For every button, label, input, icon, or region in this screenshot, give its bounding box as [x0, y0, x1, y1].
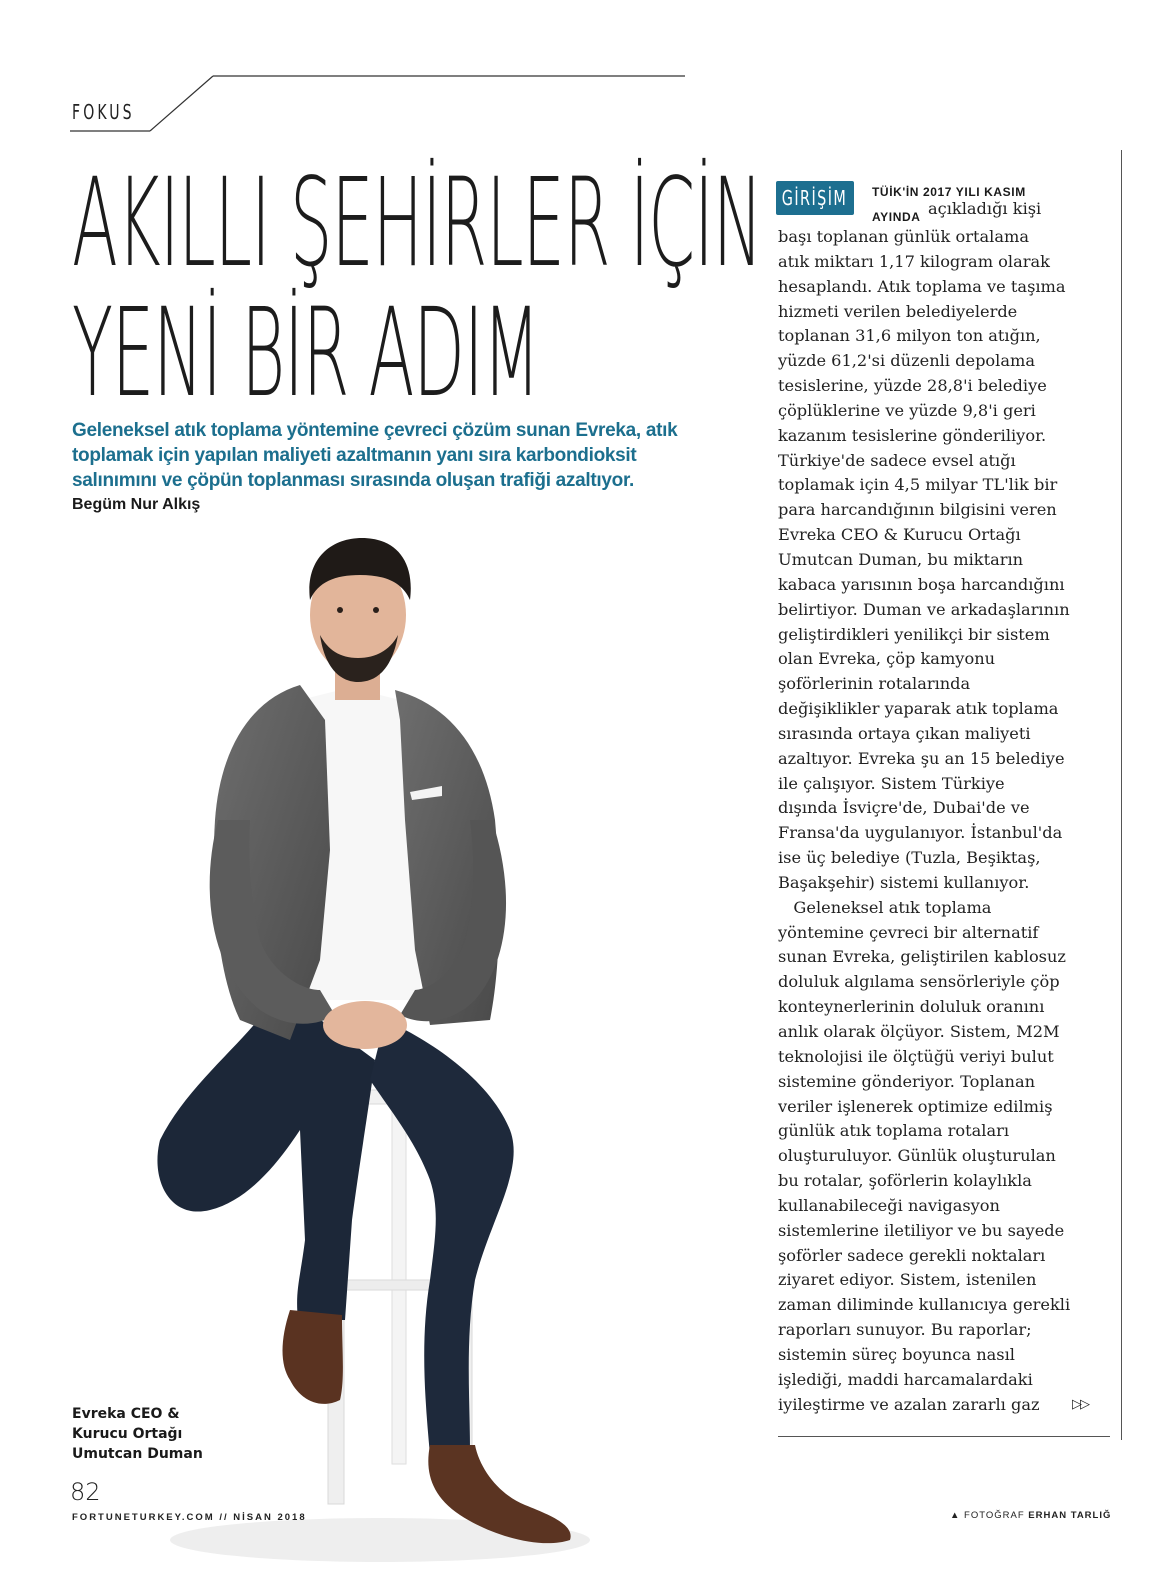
body-line: toplamak için 4,5 milyar TL'lik bir [778, 475, 1058, 495]
body-line: Geleneksel atık toplama [778, 897, 992, 917]
body-line: Türkiye'de sadece evsel atığı [778, 450, 1016, 470]
body-line: belirtiyor. Duman ve arkadaşlarının [778, 599, 1070, 619]
body-line: günlük atık toplama rotaları [778, 1121, 1010, 1141]
photo-caption [72, 1404, 242, 1464]
body-line: olan Evreka, çöp kamyonu [778, 649, 996, 669]
body-line: çöplüklerine ve yüzde 9,8'i geri [778, 400, 1036, 420]
body-line: veriler işlenerek optimize edilmiş [778, 1096, 1053, 1116]
body-line: yöntemine çevreci bir alternatif [778, 922, 1039, 942]
body-line: hizmeti verilen belediyelerde [778, 301, 1018, 321]
lead-in-rest: açıkladığı kişi [928, 199, 1042, 218]
body-line: iyileştirme ve azalan zararlı gaz [778, 1394, 1040, 1414]
continue-arrow-icon: ▷▷ [1072, 1396, 1088, 1411]
body-line: azaltıyor. Evreka şu an 15 belediye [778, 748, 1065, 768]
footer-site: FORTUNETURKEY.COM // NİSAN 2018 [72, 1512, 307, 1523]
body-line: sunan Evreka, geliştirilen kablosuz [778, 947, 1066, 967]
body-line: işlediği, maddi harcamalardaki [778, 1369, 1033, 1389]
body-line: zaman diliminde kullanıcıya gerekli [778, 1295, 1071, 1315]
body-line: konteynerlerinin doluluk oranını [778, 997, 1045, 1017]
body-line: kullanabileceği navigasyon [778, 1195, 1000, 1215]
article-deck: Geleneksel atık toplama yöntemine çevreci çözüm sunan Evreka, atık toplamak için yapılan maliyeti azaltmanın yanı sıra karbondioksit salınımını ve çöpün toplanması sırasında oluşan trafiği azaltıyor. [72, 420, 678, 491]
headline-line-1: AKILLI ŞEHİRLER İÇİN [72, 152, 762, 294]
body-line: sırasında ortaya çıkan maliyeti [778, 723, 1031, 743]
body-line: Fransa'da uygulanıyor. İstanbul'da [778, 823, 1063, 843]
body-line: şoförler sadece gerekli noktaları [778, 1245, 1046, 1265]
body-line: başı toplanan günlük ortalama [778, 227, 1029, 246]
caption-line-1: Evreka CEO & [72, 1406, 180, 1422]
body-line: tesislerine, yüzde 28,8'i belediye [778, 376, 1047, 396]
caption-line-2: Kurucu Ortağı [72, 1426, 183, 1442]
body-line: sistemine gönderiyor. Toplanan [778, 1071, 1036, 1091]
body-line: atık miktarı 1,17 kilogram olarak [778, 251, 1050, 271]
headline [72, 152, 762, 424]
body-line: ise üç belediye (Tuzla, Beşiktaş, [778, 848, 1041, 868]
body-line: bu rotalar, şoförlerin kolaylıkla [778, 1171, 1032, 1191]
body-line: teknolojisi ile ölçtüğü veriyi bulut [778, 1046, 1054, 1066]
body-line: Umutcan Duman, bu miktarın [778, 549, 1024, 569]
photo-credit-name: ERHAN TARLIĞ [1028, 1510, 1112, 1521]
body-line: toplanan 31,6 milyon ton atığın, [778, 326, 1041, 346]
category-badge [776, 181, 854, 215]
body-line: hesaplandı. Atık toplama ve taşıma [778, 276, 1066, 296]
body-line: para harcandığının bilgisini veren [778, 500, 1057, 520]
body-line: oluşturuluyor. Günlük oluşturulan [778, 1146, 1056, 1166]
body-line: sistemlerine iletiliyor ve bu sayede [778, 1220, 1065, 1240]
lead-in-line-1: TÜİK'İN 2017 YILI KASIM [872, 185, 1026, 199]
badge-label: GİRİŞİM [782, 186, 848, 210]
lead-in-line-2: AYINDA [872, 210, 921, 224]
section-label: FOKUS [72, 100, 135, 124]
body-line: şoförlerinin rotalarında [778, 674, 971, 694]
headline-line-2: YENİ BİR ADIM [72, 282, 540, 424]
body-line: geliştirdikleri yenilikçi bir sistem [778, 624, 1050, 644]
body-line: değişiklikler yaparak atık toplama [778, 699, 1059, 719]
body-line: dışında İsviçre'de, Dubai'de ve [778, 798, 1030, 818]
body-line: kazanım tesislerine gönderiliyor. [778, 425, 1047, 445]
body-line: sistemin süreç boyunca nasıl [778, 1344, 1015, 1364]
body-line: kabaca yarısının boşa harcandığını [778, 574, 1065, 594]
photo-credit-prefix: ▲ FOTOĞRAF [950, 1510, 1025, 1521]
byline: Begüm Nur Alkış [72, 496, 201, 513]
column-rule [1121, 150, 1122, 1440]
article-body [778, 225, 1108, 1418]
body-line: Başakşehir) sistemi kullanıyor. [778, 872, 1030, 892]
photo-credit [950, 1510, 1111, 1521]
body-line: ziyaret ediyor. Sistem, istenilen [778, 1270, 1037, 1290]
body-line: ile çalışıyor. Sistem Türkiye [778, 773, 1005, 793]
body-line: raporları sunuyor. Bu raporlar; [778, 1320, 1032, 1340]
body-line: doluluk algılama sensörleriyle çöp [778, 972, 1060, 992]
body-line: yüzde 61,2'si düzenli depolama [778, 351, 1036, 371]
caption-line-3: Umutcan Duman [72, 1446, 203, 1462]
body-line: Evreka CEO & Kurucu Ortağı [778, 525, 1021, 545]
column-bottom-rule [778, 1436, 1110, 1437]
body-line: anlık olarak ölçüyor. Sistem, M2M [778, 1022, 1060, 1041]
page-number: 82 [70, 1478, 101, 1506]
